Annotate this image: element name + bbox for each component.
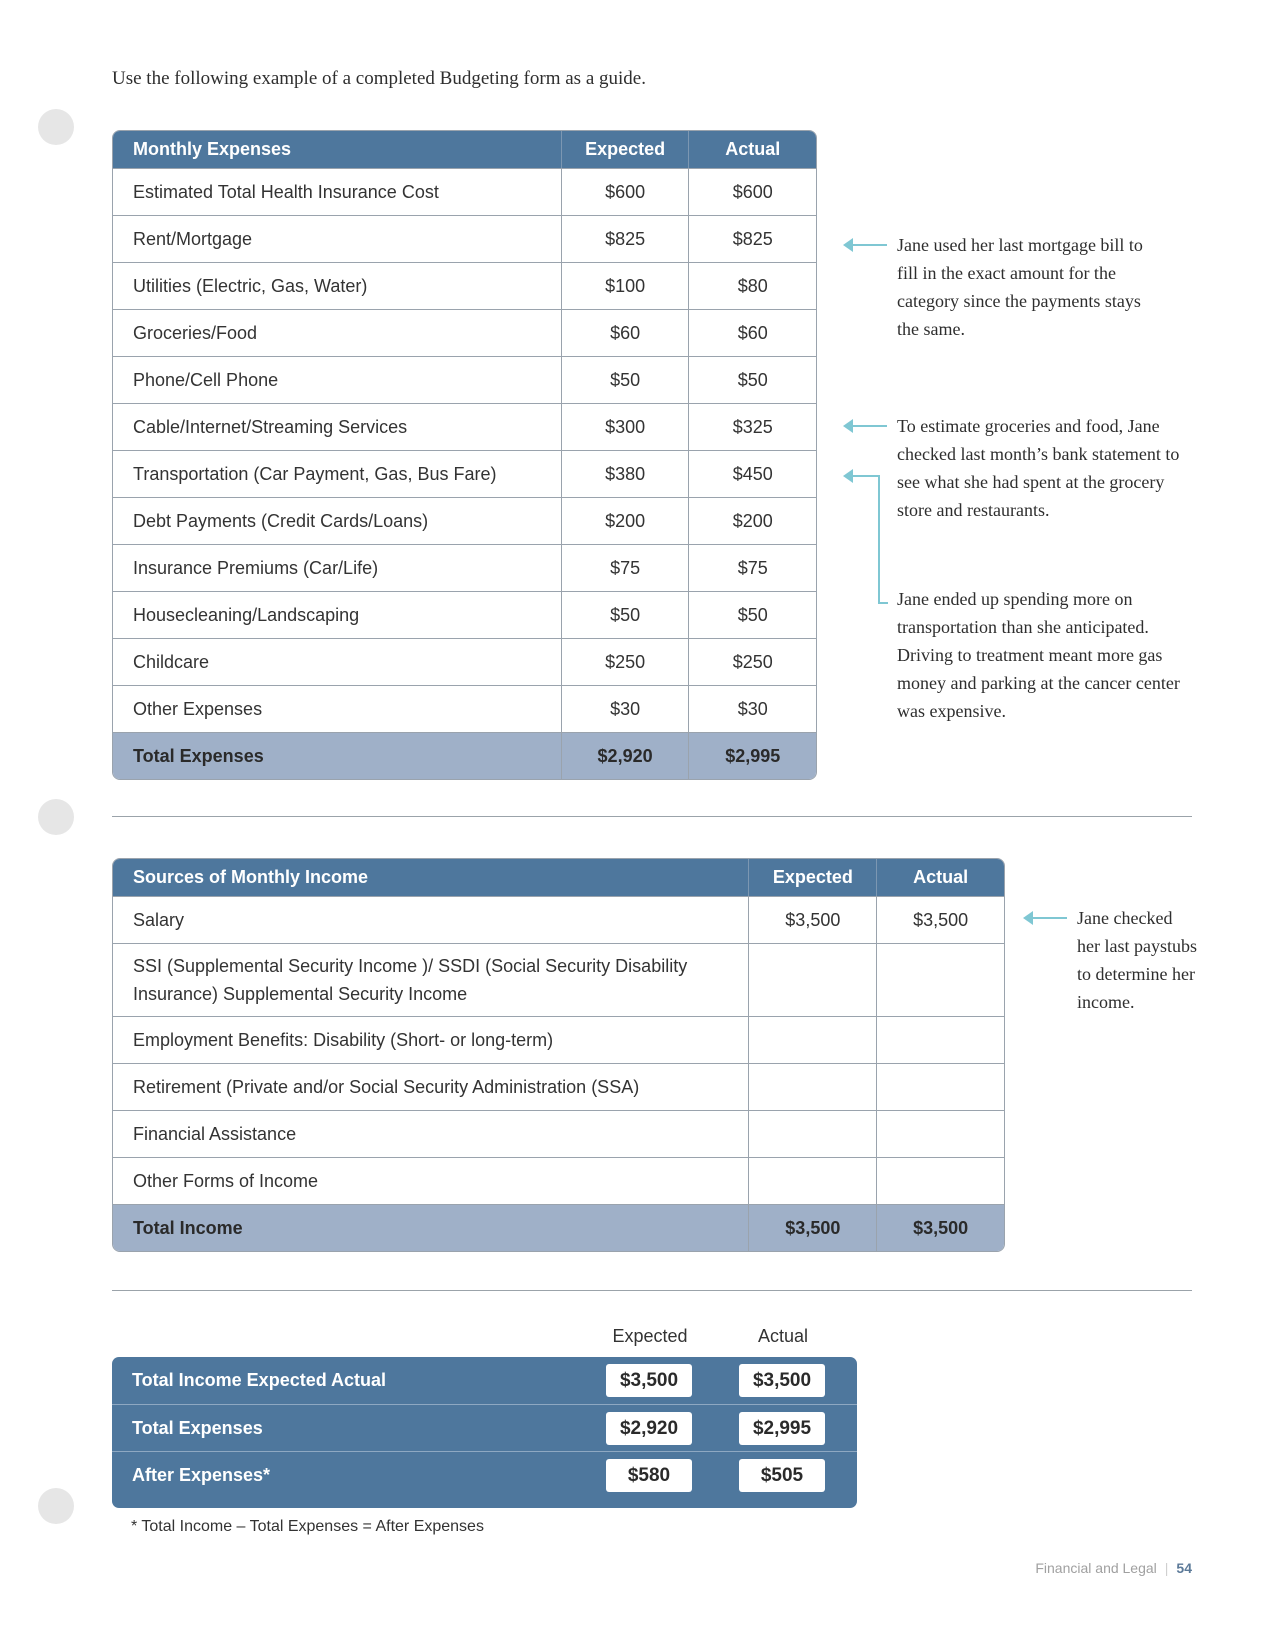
table-row [113, 168, 816, 215]
summary-label: After Expenses* [132, 1465, 271, 1485]
expenses-table [112, 130, 817, 780]
expense-expected: $380 [561, 450, 689, 497]
arrow-left-icon [1025, 917, 1067, 919]
summary-actual-value: $505 [739, 1459, 825, 1492]
expense-actual: $825 [688, 215, 816, 262]
summary-row [112, 1404, 857, 1451]
expense-expected: $300 [561, 403, 689, 450]
summary-row [112, 1451, 857, 1498]
expenses-header-category: Monthly Expenses [113, 131, 561, 168]
expenses-header-expected: Expected [561, 131, 689, 168]
expense-expected: $60 [561, 309, 689, 356]
expenses-header-actual: Actual [688, 131, 816, 168]
expense-expected: $50 [561, 591, 689, 638]
footer-separator: | [1164, 1560, 1169, 1576]
summary-expected-value: $2,920 [606, 1412, 692, 1445]
section-divider [112, 816, 1192, 817]
table-row [113, 591, 816, 638]
expense-actual: $325 [688, 403, 816, 450]
income-total-actual: $3,500 [876, 1204, 1004, 1251]
note-mortgage: Jane used her last mortgage bill to fill in the exact amount for the category since the payments stays the same. [897, 235, 1143, 339]
table-row [113, 215, 816, 262]
table-row [113, 544, 816, 591]
table-row [113, 638, 816, 685]
expense-expected: $600 [561, 168, 689, 215]
page-number: 54 [1176, 1560, 1192, 1576]
income-label: Financial Assistance [113, 1110, 748, 1157]
income-actual [876, 943, 1004, 1016]
income-actual [876, 1157, 1004, 1204]
summary-label: Total Expenses [132, 1418, 263, 1438]
income-expected [748, 943, 876, 1016]
income-total-label: Total Income [113, 1204, 748, 1251]
expense-label: Rent/Mortgage [113, 215, 561, 262]
income-expected: $3,500 [748, 896, 876, 943]
table-row [113, 943, 1004, 1016]
table-row [113, 356, 816, 403]
expense-actual: $200 [688, 497, 816, 544]
expense-expected: $75 [561, 544, 689, 591]
expenses-total-expected: $2,920 [561, 732, 689, 779]
expense-label: Housecleaning/Landscaping [113, 591, 561, 638]
expense-expected: $100 [561, 262, 689, 309]
income-actual [876, 1063, 1004, 1110]
income-header-actual: Actual [876, 859, 1004, 896]
bracket-line [878, 475, 880, 604]
income-label: SSI (Supplemental Security Income )/ SSDI (Social Security Disability Insurance) Supplemental Security Income [113, 943, 748, 1016]
summary-expected-value: $580 [606, 1459, 692, 1492]
note-income: Jane checked her last paystubs to determine her income. [1077, 908, 1197, 1012]
table-row [113, 450, 816, 497]
page-footer [1035, 1560, 1192, 1576]
summary-expected-label: Expected [612, 1326, 688, 1346]
expense-label: Childcare [113, 638, 561, 685]
note-transportation: Jane ended up spending more on transportation than she anticipated. Driving to treatment meant more gas money and parking at the cancer center was expensive. [897, 589, 1180, 721]
table-row [113, 403, 816, 450]
expense-label: Debt Payments (Credit Cards/Loans) [113, 497, 561, 544]
income-actual [876, 1016, 1004, 1063]
arrow-left-icon [845, 425, 887, 427]
expense-label: Groceries/Food [113, 309, 561, 356]
table-row [113, 1157, 1004, 1204]
expenses-total-actual: $2,995 [688, 732, 816, 779]
table-row [113, 1016, 1004, 1063]
income-expected [748, 1063, 876, 1110]
expense-expected: $250 [561, 638, 689, 685]
expense-actual: $60 [688, 309, 816, 356]
income-label: Retirement (Private and/or Social Security Administration (SSA) [113, 1063, 748, 1110]
table-row [113, 896, 1004, 943]
summary-row [112, 1357, 857, 1403]
income-expected [748, 1110, 876, 1157]
expense-expected: $30 [561, 685, 689, 732]
expense-actual: $250 [688, 638, 816, 685]
note-groceries: To estimate groceries and food, Jane checked last month’s bank statement to see what she had spent at the grocery store and restaurants. [897, 416, 1180, 520]
summary-expected-value: $3,500 [606, 1364, 692, 1397]
expense-label: Phone/Cell Phone [113, 356, 561, 403]
expense-actual: $75 [688, 544, 816, 591]
binder-hole [38, 1488, 74, 1524]
summary-actual-label: Actual [757, 1326, 809, 1346]
income-table [112, 858, 1005, 1252]
expense-label: Transportation (Car Payment, Gas, Bus Fare) [113, 450, 561, 497]
income-expected [748, 1157, 876, 1204]
expense-expected: $825 [561, 215, 689, 262]
arrow-left-icon [845, 244, 887, 246]
table-row [113, 1063, 1004, 1110]
expenses-total-row [113, 732, 816, 779]
expense-label: Cable/Internet/Streaming Services [113, 403, 561, 450]
summary-label: Total Income Expected Actual [132, 1370, 387, 1390]
summary-panel [112, 1357, 857, 1508]
expense-actual: $600 [688, 168, 816, 215]
expense-label: Other Expenses [113, 685, 561, 732]
table-row [113, 685, 816, 732]
summary-actual-value: $2,995 [739, 1412, 825, 1445]
income-label: Other Forms of Income [113, 1157, 748, 1204]
income-actual [876, 1110, 1004, 1157]
income-header-expected: Expected [748, 859, 876, 896]
income-header-source: Sources of Monthly Income [113, 859, 748, 896]
footer-section: Financial and Legal [1035, 1560, 1157, 1576]
expense-actual: $30 [688, 685, 816, 732]
table-row [113, 497, 816, 544]
table-row [113, 262, 816, 309]
income-actual: $3,500 [876, 896, 1004, 943]
expense-expected: $200 [561, 497, 689, 544]
expense-actual: $50 [688, 591, 816, 638]
expense-label: Insurance Premiums (Car/Life) [113, 544, 561, 591]
income-label: Employment Benefits: Disability (Short- or long-term) [113, 1016, 748, 1063]
arrow-left-icon [845, 475, 879, 477]
expenses-total-label: Total Expenses [113, 732, 561, 779]
summary-footnote: * Total Income – Total Expenses = After Expenses [131, 1518, 484, 1535]
expense-expected: $50 [561, 356, 689, 403]
expense-actual: $50 [688, 356, 816, 403]
summary-actual-value: $3,500 [739, 1364, 825, 1397]
bracket-line [878, 602, 888, 604]
income-total-expected: $3,500 [748, 1204, 876, 1251]
table-row [113, 309, 816, 356]
income-total-row [113, 1204, 1004, 1251]
income-expected [748, 1016, 876, 1063]
table-row [113, 1110, 1004, 1157]
expense-label: Estimated Total Health Insurance Cost [113, 168, 561, 215]
expense-actual: $80 [688, 262, 816, 309]
section-divider [112, 1290, 1192, 1291]
binder-hole [38, 109, 74, 145]
expense-label: Utilities (Electric, Gas, Water) [113, 262, 561, 309]
expense-actual: $450 [688, 450, 816, 497]
income-label: Salary [113, 896, 748, 943]
binder-hole [38, 799, 74, 835]
intro-text: Use the following example of a completed Budgeting form as a guide. [112, 68, 646, 89]
